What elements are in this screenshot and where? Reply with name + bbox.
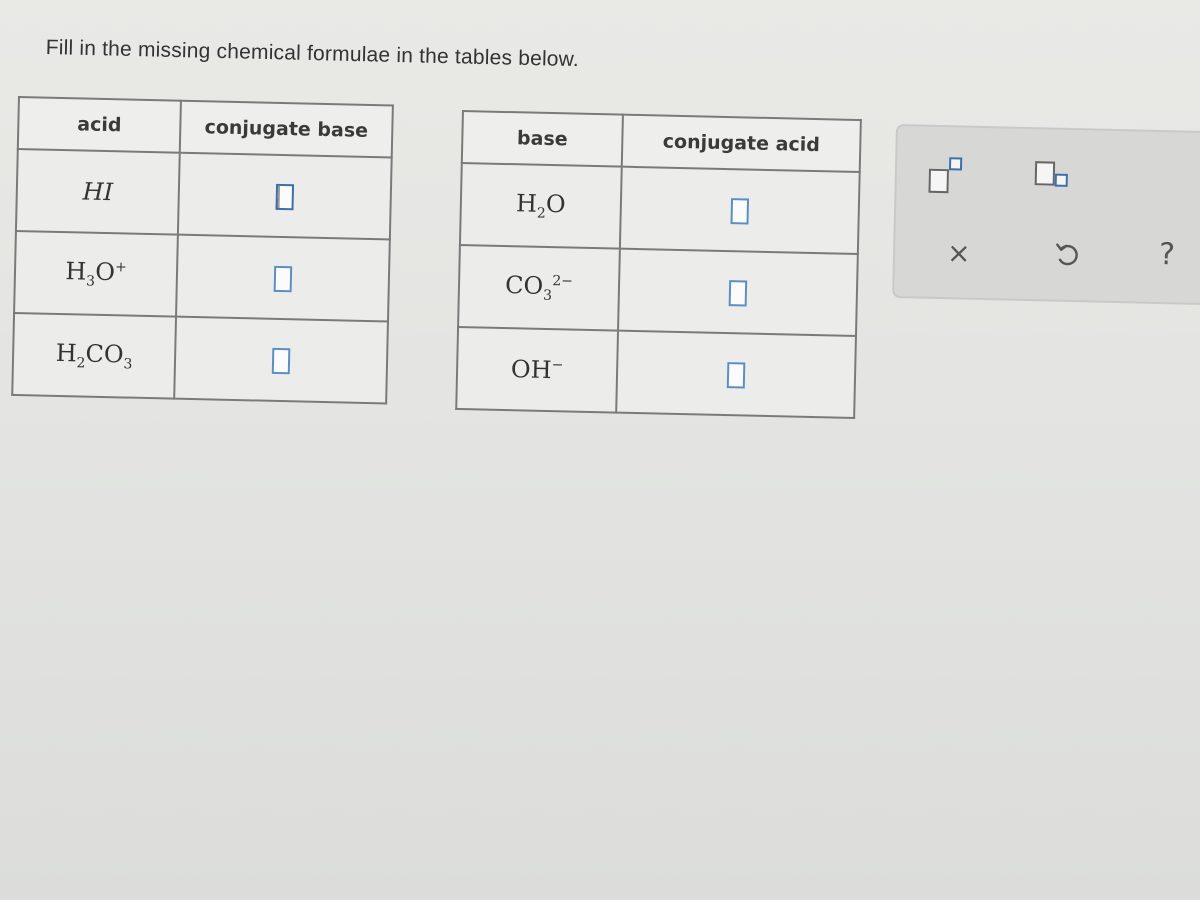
formula-h3o: $H_3O^+$ xyxy=(14,231,178,317)
answer-input[interactable] xyxy=(275,184,294,210)
answer-input[interactable] xyxy=(730,198,749,224)
table-row xyxy=(458,245,858,336)
table-row xyxy=(12,313,388,403)
table-row xyxy=(456,327,856,418)
conjugate-base-cell[interactable] xyxy=(174,317,388,404)
table-row xyxy=(460,163,860,254)
header-acid: acid xyxy=(18,97,181,153)
acid-conjugate-base-table xyxy=(11,96,394,404)
formula-hi: HI xyxy=(16,149,180,235)
header-base: base xyxy=(462,111,623,167)
header-conjugate-acid: conjugate acid xyxy=(622,115,861,172)
conjugate-acid-cell[interactable] xyxy=(620,167,860,254)
subscript-box-icon[interactable] xyxy=(1034,161,1075,196)
answer-input[interactable] xyxy=(729,280,748,306)
conjugate-acid-cell[interactable] xyxy=(618,249,858,336)
formula-oh: OH− xyxy=(456,327,618,413)
formula-h2co3: $H_2CO_3$ xyxy=(12,313,176,399)
formula-toolbar xyxy=(892,124,1200,306)
answer-input[interactable] xyxy=(274,266,293,292)
clear-button[interactable]: × xyxy=(946,236,971,270)
formula-co3: $CO_3^{2-}$ xyxy=(458,245,620,331)
formula-h2o: $H_2O$ xyxy=(460,163,622,249)
answer-input[interactable] xyxy=(272,348,291,374)
conjugate-base-cell[interactable] xyxy=(178,153,392,240)
superscript-box-icon[interactable] xyxy=(928,157,969,192)
help-button[interactable]: ? xyxy=(1158,237,1176,273)
header-conjugate-base: conjugate base xyxy=(180,101,393,158)
undo-icon[interactable] xyxy=(1053,240,1084,276)
instruction-text: Fill in the missing chemical formulae in the tables below. xyxy=(45,36,580,72)
answer-input[interactable] xyxy=(727,362,746,388)
table-row xyxy=(16,149,392,239)
table-row xyxy=(14,231,390,321)
conjugate-base-cell[interactable] xyxy=(176,235,390,322)
base-conjugate-acid-table xyxy=(455,110,862,419)
conjugate-acid-cell[interactable] xyxy=(616,331,856,418)
